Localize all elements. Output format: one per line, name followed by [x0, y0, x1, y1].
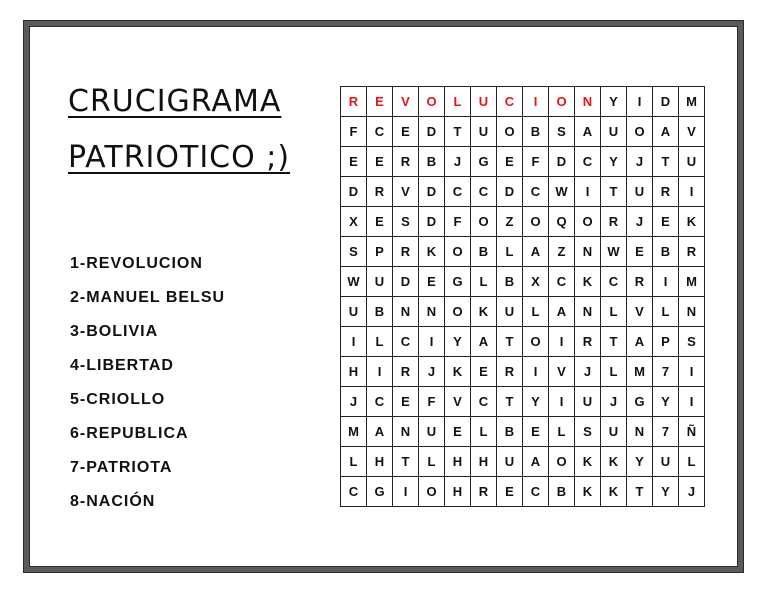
grid-cell: E [367, 207, 393, 237]
grid-cell: C [549, 267, 575, 297]
grid-cell: U [497, 447, 523, 477]
grid-cell: X [341, 207, 367, 237]
grid-cell: R [471, 477, 497, 507]
grid-cell: H [367, 447, 393, 477]
grid-cell: 7 [653, 357, 679, 387]
grid-cell: I [575, 177, 601, 207]
grid-cell: F [419, 387, 445, 417]
grid-cell: O [471, 207, 497, 237]
grid-cell: I [367, 357, 393, 387]
grid-cell: R [393, 357, 419, 387]
grid-cell: J [419, 357, 445, 387]
grid-cell: Y [445, 327, 471, 357]
grid-cell: N [627, 417, 653, 447]
grid-row [341, 237, 705, 267]
word-list-item: 5-CRIOLLO [70, 391, 166, 408]
grid-cell: C [367, 117, 393, 147]
grid-cell: G [471, 147, 497, 177]
grid-cell: R [367, 177, 393, 207]
grid-cell: M [679, 267, 705, 297]
grid-cell: I [549, 327, 575, 357]
grid-cell: A [549, 297, 575, 327]
grid-cell: U [601, 117, 627, 147]
grid-cell: U [341, 297, 367, 327]
grid-cell: T [601, 177, 627, 207]
grid-row [341, 87, 705, 117]
grid-cell: E [653, 207, 679, 237]
grid-cell: J [445, 147, 471, 177]
word-list-item: 8-NACIÓN [70, 493, 156, 510]
grid-cell: E [471, 357, 497, 387]
grid-cell: R [601, 207, 627, 237]
grid-cell: H [445, 447, 471, 477]
grid-row [341, 117, 705, 147]
grid-cell: J [341, 387, 367, 417]
grid-cell: X [523, 267, 549, 297]
grid-row [341, 447, 705, 477]
grid-row [341, 147, 705, 177]
grid-cell: H [445, 477, 471, 507]
grid-cell: J [601, 387, 627, 417]
grid-cell: D [393, 267, 419, 297]
grid-cell: Z [497, 207, 523, 237]
grid-cell: C [575, 147, 601, 177]
grid-cell: H [471, 447, 497, 477]
grid-row [341, 267, 705, 297]
grid-cell: E [497, 477, 523, 507]
grid-cell: K [471, 297, 497, 327]
grid-cell: S [341, 237, 367, 267]
grid-cell: V [679, 117, 705, 147]
grid-cell: U [419, 417, 445, 447]
grid-cell: E [523, 417, 549, 447]
grid-cell: O [523, 327, 549, 357]
grid-cell: L [679, 447, 705, 477]
grid-cell: T [445, 117, 471, 147]
grid-cell: N [575, 297, 601, 327]
grid-cell: U [679, 147, 705, 177]
grid-cell: L [549, 417, 575, 447]
grid-cell: A [471, 327, 497, 357]
grid-cell: D [497, 177, 523, 207]
grid-row [341, 327, 705, 357]
grid-cell: V [627, 297, 653, 327]
grid-cell: D [419, 177, 445, 207]
grid-cell: I [393, 477, 419, 507]
grid-cell: M [341, 417, 367, 447]
grid-row [341, 357, 705, 387]
grid-cell: D [653, 87, 679, 117]
grid-cell: O [445, 297, 471, 327]
grid-cell: I [679, 387, 705, 417]
grid-cell: I [523, 357, 549, 387]
grid-cell: I [341, 327, 367, 357]
grid-cell: W [549, 177, 575, 207]
grid-cell: R [575, 327, 601, 357]
grid-cell: T [497, 387, 523, 417]
grid-cell: I [679, 177, 705, 207]
word-list-item: 2-MANUEL BELSU [70, 289, 226, 306]
grid-cell: A [523, 237, 549, 267]
grid-cell: W [341, 267, 367, 297]
grid-cell: R [341, 87, 367, 117]
grid-cell: L [653, 297, 679, 327]
grid-row [341, 297, 705, 327]
title-line-1: CRUCIGRAMA [68, 84, 282, 119]
grid-cell: O [419, 87, 445, 117]
grid-cell: E [497, 147, 523, 177]
grid-cell: N [679, 297, 705, 327]
grid-cell: L [471, 417, 497, 447]
grid-cell: U [627, 177, 653, 207]
word-list-item: 6-REPUBLICA [70, 425, 189, 442]
title-line-2: PATRIOTICO ;) [68, 140, 291, 175]
grid-cell: U [471, 117, 497, 147]
grid-cell: C [523, 177, 549, 207]
grid-cell: N [575, 237, 601, 267]
grid-cell: O [445, 237, 471, 267]
grid-cell: 7 [653, 417, 679, 447]
grid-cell: L [523, 297, 549, 327]
grid-cell: G [367, 477, 393, 507]
grid-cell: C [523, 477, 549, 507]
grid-cell: B [419, 147, 445, 177]
grid-cell: B [549, 477, 575, 507]
grid-cell: K [445, 357, 471, 387]
grid-cell: S [393, 207, 419, 237]
grid-cell: C [393, 327, 419, 357]
grid-cell: I [679, 357, 705, 387]
grid-cell: I [627, 87, 653, 117]
grid-cell: L [601, 357, 627, 387]
grid-cell: O [549, 87, 575, 117]
grid-cell: L [341, 447, 367, 477]
grid-cell: I [523, 87, 549, 117]
grid-cell: A [523, 447, 549, 477]
grid-cell: J [575, 357, 601, 387]
grid-cell: B [653, 237, 679, 267]
grid-cell: U [497, 297, 523, 327]
grid-cell: B [523, 117, 549, 147]
grid-cell: F [445, 207, 471, 237]
grid-cell: T [393, 447, 419, 477]
grid-cell: R [679, 237, 705, 267]
grid-cell: C [445, 177, 471, 207]
grid-cell: D [549, 147, 575, 177]
grid-cell: Z [549, 237, 575, 267]
grid-cell: R [393, 147, 419, 177]
grid-cell: C [471, 387, 497, 417]
grid-cell: S [679, 327, 705, 357]
grid-cell: K [601, 477, 627, 507]
word-list-item: 4-LIBERTAD [70, 357, 174, 374]
grid-cell: P [367, 237, 393, 267]
grid-cell: O [549, 447, 575, 477]
grid-cell: U [367, 267, 393, 297]
grid-cell: D [419, 207, 445, 237]
grid-cell: Ñ [679, 417, 705, 447]
grid-cell: D [341, 177, 367, 207]
grid-cell: Y [653, 477, 679, 507]
grid-cell: C [497, 87, 523, 117]
grid-cell: V [393, 177, 419, 207]
grid-cell: Y [601, 87, 627, 117]
grid-cell: H [341, 357, 367, 387]
grid-row [341, 417, 705, 447]
grid-cell: C [471, 177, 497, 207]
grid-row [341, 207, 705, 237]
grid-cell: U [653, 447, 679, 477]
grid-cell: Y [627, 447, 653, 477]
grid-cell: K [575, 267, 601, 297]
grid-cell: L [497, 237, 523, 267]
grid-cell: R [393, 237, 419, 267]
grid-cell: K [575, 477, 601, 507]
grid-cell: K [575, 447, 601, 477]
grid-cell: K [679, 207, 705, 237]
grid-cell: U [471, 87, 497, 117]
grid-cell: N [393, 417, 419, 447]
word-list-item: 3-BOLIVIA [70, 323, 159, 340]
grid-cell: V [445, 387, 471, 417]
grid-cell: V [393, 87, 419, 117]
grid-cell: F [523, 147, 549, 177]
grid-cell: O [419, 477, 445, 507]
grid-cell: L [367, 327, 393, 357]
grid-cell: D [419, 117, 445, 147]
grid-row [341, 177, 705, 207]
grid-cell: U [601, 417, 627, 447]
grid-row [341, 477, 705, 507]
grid-cell: E [445, 417, 471, 447]
grid-cell: S [549, 117, 575, 147]
grid-cell: L [445, 87, 471, 117]
grid-cell: C [367, 387, 393, 417]
grid-cell: I [549, 387, 575, 417]
grid-cell: F [341, 117, 367, 147]
grid-cell: J [679, 477, 705, 507]
grid-cell: S [575, 417, 601, 447]
grid-cell: I [653, 267, 679, 297]
grid-cell: J [627, 147, 653, 177]
grid-cell: E [393, 117, 419, 147]
grid-cell: E [341, 147, 367, 177]
grid-cell: A [627, 327, 653, 357]
grid-cell: B [367, 297, 393, 327]
word-list-item: 1-REVOLUCION [70, 255, 203, 272]
grid-cell: C [341, 477, 367, 507]
grid-cell: Y [653, 387, 679, 417]
grid-cell: N [419, 297, 445, 327]
grid-cell: E [627, 237, 653, 267]
grid-cell: Y [523, 387, 549, 417]
grid-cell: T [601, 327, 627, 357]
grid-cell: U [575, 387, 601, 417]
grid-cell: V [549, 357, 575, 387]
grid-cell: A [575, 117, 601, 147]
word-search-grid [340, 86, 705, 507]
grid-cell: O [627, 117, 653, 147]
grid-cell: T [497, 327, 523, 357]
grid-cell: T [653, 147, 679, 177]
grid-cell: B [497, 267, 523, 297]
grid-cell: O [523, 207, 549, 237]
grid-cell: B [471, 237, 497, 267]
grid-cell: N [393, 297, 419, 327]
grid-cell: L [471, 267, 497, 297]
grid-cell: G [627, 387, 653, 417]
grid-cell: E [419, 267, 445, 297]
grid-cell: L [419, 447, 445, 477]
grid-cell: G [445, 267, 471, 297]
grid-cell: J [627, 207, 653, 237]
grid-cell: P [653, 327, 679, 357]
grid-cell: Q [549, 207, 575, 237]
grid-cell: M [627, 357, 653, 387]
grid-cell: T [627, 477, 653, 507]
grid-cell: E [367, 87, 393, 117]
grid-cell: A [653, 117, 679, 147]
grid-cell: Y [601, 147, 627, 177]
grid-cell: W [601, 237, 627, 267]
word-list-item: 7-PATRIOTA [70, 459, 173, 476]
grid-cell: E [367, 147, 393, 177]
grid-cell: A [367, 417, 393, 447]
grid-cell: I [419, 327, 445, 357]
grid-cell: B [497, 417, 523, 447]
grid-cell: R [653, 177, 679, 207]
grid-cell: E [393, 387, 419, 417]
grid-row [341, 387, 705, 417]
grid-cell: K [601, 447, 627, 477]
grid-cell: M [679, 87, 705, 117]
grid-cell: L [601, 297, 627, 327]
grid-cell: R [497, 357, 523, 387]
grid-cell: C [601, 267, 627, 297]
grid-cell: K [419, 237, 445, 267]
grid-cell: R [627, 267, 653, 297]
word-list [70, 254, 225, 526]
grid-cell: N [575, 87, 601, 117]
grid-cell: O [497, 117, 523, 147]
grid-cell: O [575, 207, 601, 237]
